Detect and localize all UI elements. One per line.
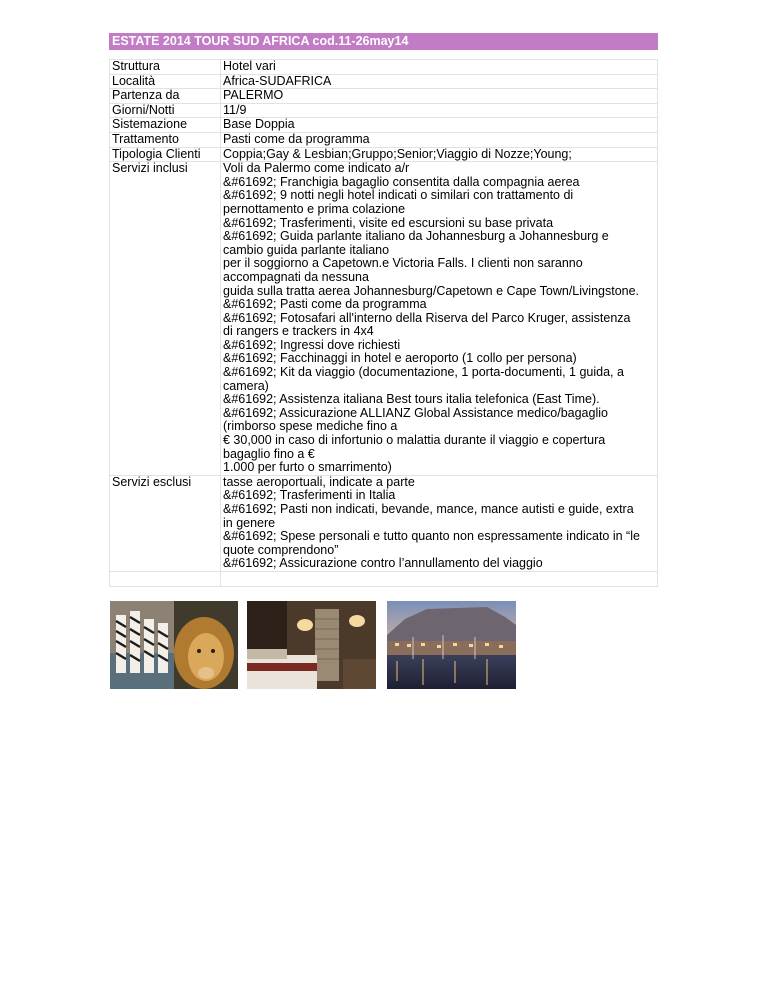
service-line: &#61692; Pasti non indicati, bevande, mance, mance autisti e guide, extra [223,502,634,516]
servizi-esclusi-list [221,475,658,571]
row-value: Base Doppia [221,118,658,133]
service-line: € 30,000 in caso di infortunio o malattia durante il viaggio e copertura [223,433,606,448]
servizi-inclusi-row [110,162,658,476]
row-value: Hotel vari [221,60,658,75]
row-value: 11/9 [221,103,658,118]
table-row [110,147,658,162]
service-line: di rangers e trackers in 4x4 [223,324,374,339]
service-line: &#61692; Spese personali e tutto quanto non espressamente indicato in “le [223,529,640,544]
table-row [110,60,658,75]
row-label: Struttura [110,60,221,75]
service-line: tasse aeroportuali, indicate a parte [223,474,415,489]
tour-details-table [109,59,658,587]
row-value: PALERMO [221,89,658,104]
row-label: Servizi inclusi [110,162,221,476]
cape-town-waterfront-photo [387,601,516,689]
row-value: Africa-SUDAFRICA [221,74,658,89]
service-line: &#61692; Facchinaggi in hotel e aeroporto (1 collo per persona) [223,351,577,366]
service-line: &#61692; Assistenza italiana Best tours italia telefonica (East Time). [223,392,600,407]
tour-document [109,33,658,587]
service-line: &#61692; Franchigia bagaglio consentita dalla compagnia aerea [223,174,580,189]
service-line: &#61692; Kit da viaggio (documentazione, 1 porta-documenti, 1 guida, a [223,365,624,380]
service-line: accompagnati da nessuna [223,269,369,284]
hotel-room-photo [247,601,376,689]
row-label: Trattamento [110,132,221,147]
service-line: pernottamento e prima colazione [223,201,406,216]
service-line: &#61692; Trasferimenti, visite ed escursioni su base privata [223,215,554,230]
service-line: &#61692; Ingressi dove richiesti [223,337,401,352]
service-line: &#61692; Assicurazione contro l’annullamento del viaggio [223,556,543,571]
service-line: per il soggiorno a Capetown.e Victoria Falls. I clienti non saranno [223,256,583,271]
service-line: &#61692; Fotosafari all'interno della Riserva del Parco Kruger, assistenza [223,310,631,325]
servizi-inclusi-list [221,162,658,476]
service-line: (rimborso spese mediche fino a [223,419,398,434]
service-line: bagaglio fino a € [223,446,315,461]
service-line: in genere [223,515,276,530]
service-line: &#61692; Guida parlante italiano da Johannesburg a Johannesburg e [223,229,609,244]
service-line: &#61692; Trasferimenti in Italia [223,488,396,503]
service-line: cambio guida parlante italiano [223,242,390,257]
row-value: Coppia;Gay & Lesbian;Gruppo;Senior;Viaggio di Nozze;Young; [221,147,658,162]
service-line: 1.000 per furto o smarrimento) [223,460,392,475]
service-line: guida sulla tratta aerea Johannesburg/Capetown e Cape Town/Livingstone. [223,283,640,298]
document-title: ESTATE 2014 TOUR SUD AFRICA cod.11-26may14 [109,33,658,50]
row-label: Giorni/Notti [110,103,221,118]
table-row [110,89,658,104]
row-label: Tipologia Clienti [110,147,221,162]
table-spacer-row [110,571,658,586]
servizi-esclusi-row [110,475,658,571]
service-line: Voli da Palermo come indicato a/r [223,161,410,176]
row-value: Pasti come da programma [221,132,658,147]
service-line: camera) [223,378,269,393]
row-label: Sistemazione [110,118,221,133]
table-row [110,74,658,89]
row-label: Partenza da [110,89,221,104]
service-line: &#61692; 9 notti negli hotel indicati o similari con trattamento di [223,188,574,203]
row-label: Servizi esclusi [110,475,221,571]
table-row [110,103,658,118]
safari-zebra-lion-photo [110,601,238,689]
table-row [110,132,658,147]
service-line: quote comprendono” [223,542,339,557]
row-label: Località [110,74,221,89]
service-line: &#61692; Pasti come da programma [223,297,427,312]
service-line: &#61692; Assicurazione ALLIANZ Global Assistance medico/bagaglio [223,405,608,420]
table-row [110,118,658,133]
